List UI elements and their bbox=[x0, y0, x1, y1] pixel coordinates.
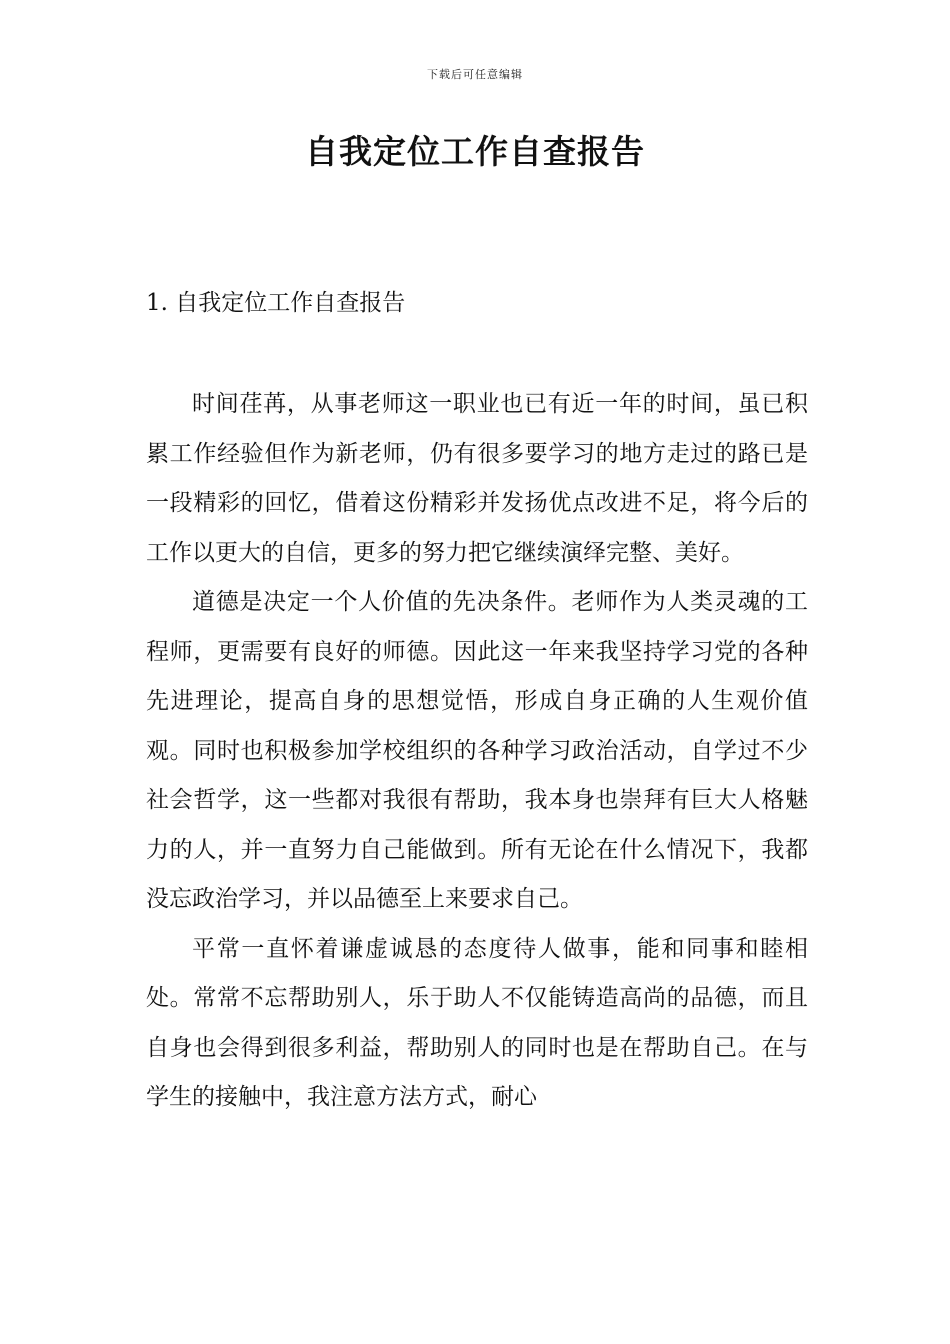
paragraph-3: 平常一直怀着谦虚诚恳的态度待人做事，能和同事和睦相处。常常不忘帮助别人，乐于助人不仅能铸造高尚的品德，而且自身也会得到很多利益，帮助别人的同时也是在帮助自己。在与学生的接触中，我注意方法方式，耐心 bbox=[146, 935, 808, 1110]
document-body bbox=[146, 380, 808, 1123]
section-heading: 1. 自我定位工作自查报告 bbox=[146, 290, 406, 316]
paragraph-1: 时间荏苒，从事老师这一职业也已有近一年的时间，虽已积累工作经验但作为新老师，仍有很多要学习的地方走过的路已是一段精彩的回忆，借着这份精彩并发扬优点改进不足，将今后的工作以更大的自信，更多的努力把它继续演绎完整、美好。 bbox=[146, 391, 808, 566]
page-header-note: 下载后可任意编辑 bbox=[427, 68, 523, 81]
document-title: 自我定位工作自查报告 bbox=[305, 132, 645, 171]
paragraph-2: 道德是决定一个人价值的先决条件。老师作为人类灵魂的工程师，更需要有良好的师德。因此这一年来我坚持学习党的各种先进理论，提高自身的思想觉悟，形成自身正确的人生观价值观。同时也积极参加学校组织的各种学习政治活动，自学过不少社会哲学，这一些都对我很有帮助，我本身也崇拜有巨大人格魅力的人，并一直努力自己能做到。所有无论在什么情况下，我都没忘政治学习，并以品德至上来要求自己。 bbox=[146, 589, 808, 912]
